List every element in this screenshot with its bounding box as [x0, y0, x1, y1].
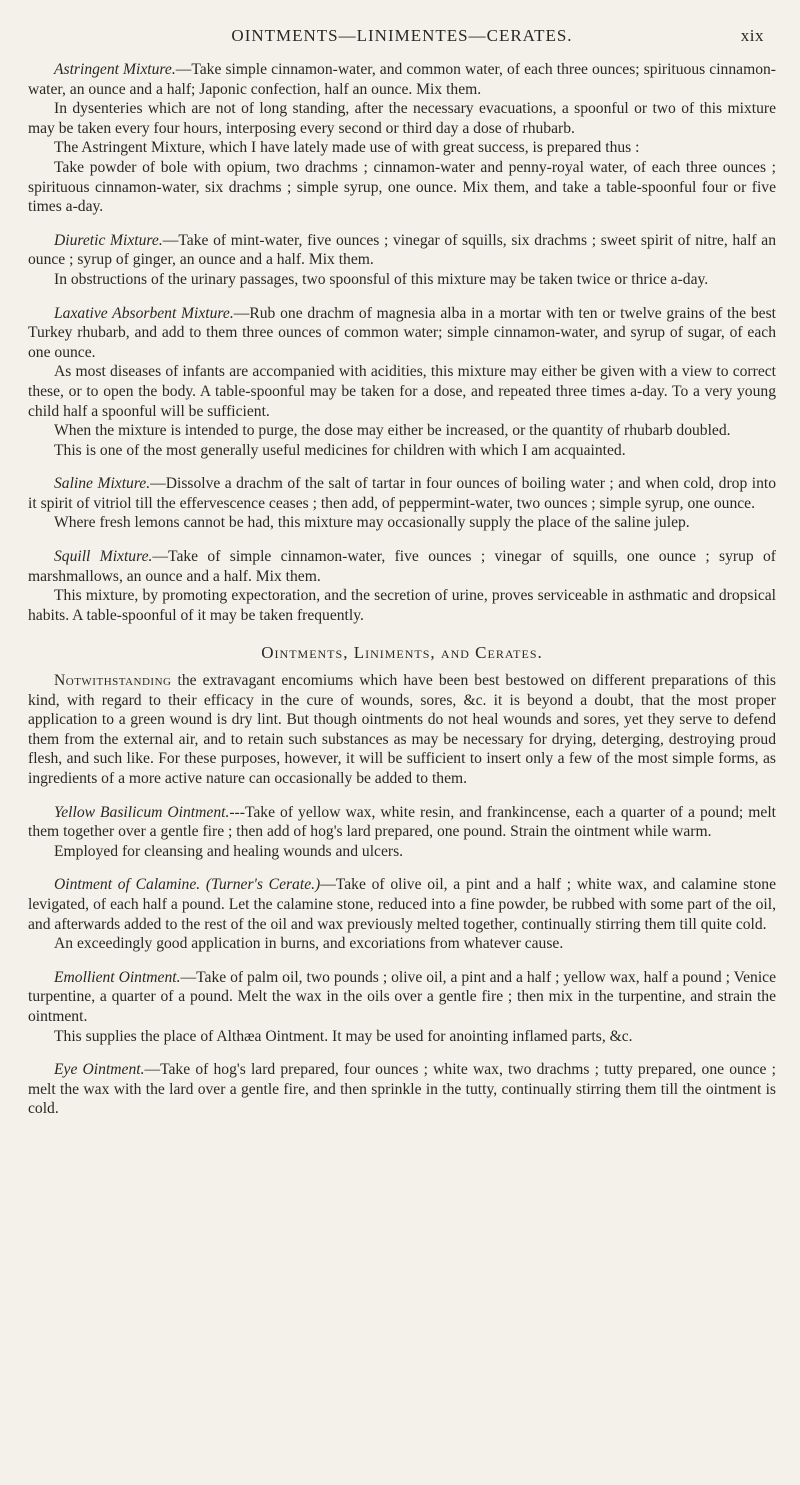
- recipe-diuretic-mixture: [28, 231, 776, 290]
- recipe-paragraph: As most diseases of infants are accompanied with acidities, this mixture may either be given with a view to correct these, or to open the body. A table-spoonful may be taken for a dose, and repeated three times a-day. To a very young child half a spoonful will be sufficient.: [28, 363, 776, 420]
- recipe-paragraph: In obstructions of the urinary passages, two spoonsful of this mixture may be taken twice or thrice a-day.: [54, 270, 709, 288]
- recipe-paragraph: [28, 1060, 776, 1119]
- recipe-laxative-absorbent-mixture: [28, 304, 776, 461]
- recipe-title: Emollient Ointment.: [54, 968, 181, 986]
- recipe-title: Diuretic Mixture.: [54, 231, 163, 249]
- recipe-text: —Take simple cinnamon-water, and common water, of each three ounces; spirituous cinnamon-water, an ounce and a half; Japonic confection, half an ounce. Mix them.: [28, 61, 776, 98]
- recipe-paragraph: Take powder of bole with opium, two drachms ; cinnamon-water and penny-royal water, of each three ounces ; spirituous cinnamon-water, six drachms ; simple syrup, one ounce. Mix them, and take a table-spoonful four or five times a-day.: [28, 158, 776, 216]
- ointment-yellow-basilicum: [28, 803, 776, 862]
- recipe-paragraph: [28, 231, 776, 270]
- recipe-paragraph: An exceedingly good application in burns, and excoriations from whatever cause.: [54, 935, 564, 953]
- recipe-title: Squill Mixture.: [54, 548, 153, 566]
- recipe-paragraph: [28, 803, 776, 842]
- intro-paragraph: [28, 671, 776, 789]
- recipe-paragraph: [28, 547, 776, 586]
- recipe-text: —Take of palm oil, two pounds ; olive oil, a pint and a half ; yellow wax, half a pound ; Venice turpentine, a quarter of a pound. Melt the wax in the oils over a gentle fire ; then mix in the turpentine, and strain the ointment.: [28, 968, 776, 1025]
- recipe-text: —Take of hog's lard prepared, four ounces ; white wax, two drachms ; tutty prepared, one ounce ; melt the wax with the lard over a gentle fire, and then sprinkle in the tutty, continually stirring them till the ointment is cold.: [28, 1061, 776, 1118]
- recipe-paragraph: [28, 304, 776, 363]
- ointment-emollient: [28, 968, 776, 1046]
- section-intro: [28, 671, 776, 789]
- ointment-calamine: [28, 875, 776, 953]
- recipe-title: Laxative Absorbent Mixture.: [54, 304, 234, 322]
- recipe-text: ---Take of yellow wax, white resin, and frankincense, each a quarter of a pound; melt them together over a gentle fire ; then add of hog's lard prepared, one pound. Strain the ointment while warm.: [28, 803, 776, 841]
- intro-lead-word: Notwithstanding: [54, 672, 172, 690]
- recipe-title: Astringent Mixture.: [54, 61, 176, 78]
- running-head: [28, 22, 776, 52]
- recipe-astringent-mixture: [28, 60, 776, 217]
- recipe-text: —Dissolve a drachm of the salt of tartar in four ounces of boiling water ; and when cold, drop into it spirit of vitriol till the effervescence ceases ; then add, of peppermint-water, two ounces ; simple syrup, one ounce.: [28, 475, 776, 512]
- recipe-text: —Take of olive oil, a pint and a half ; white wax, and calamine stone levigated, of each half a pound. Let the calamine stone, reduced into a fine powder, be rubbed with some part of the oil, and afterwards added to the rest of the oil and wax previously melted together, continually stirring them till quite cold.: [28, 876, 776, 933]
- ointment-eye: [28, 1060, 776, 1119]
- recipe-paragraph: [28, 968, 776, 1027]
- intro-text: the extravagant encomiums which have been best bestowed on different preparations of this kind, with regard to their efficacy in the cure of wounds, sores, &c. it is beyond a doubt, that the most proper application to a green wound is dry lint. But though ointments do not heal wounds and sores, yet they serve to defend them from the external air, and to retain such substances as may be necessary for drying, deterging, destroying proud flesh, and such like. For these purposes, however, it will be sufficient to insert only a few of the most simple forms, as ingredients of a more active nature can occasionally be added to them.: [28, 672, 776, 787]
- recipe-paragraph: Where fresh lemons cannot be had, this mixture may occasionally supply the place of the saline julep.: [54, 514, 690, 532]
- recipe-title: Ointment of Calamine. (Turner's Cerate.): [54, 876, 321, 894]
- running-head-title: OINTMENTS—LINIMENTES—CERATES.: [231, 26, 573, 45]
- recipe-paragraph: This mixture, by promoting expectoration, and the secretion of urine, proves serviceable in asthmatic and dropsical habits. A table-spoonful of it may be taken frequently.: [28, 587, 776, 624]
- recipe-paragraph: Employed for cleansing and healing wounds and ulcers.: [54, 842, 404, 860]
- recipe-paragraph: This supplies the place of Althæa Ointment. It may be used for anointing inflamed parts, &c.: [54, 1027, 633, 1045]
- recipe-paragraph: In dysenteries which are not of long standing, after the necessary evacuations, a spoonful or two of this mixture may be taken every four hours, interposing every second or third day a dose of rhubarb.: [28, 100, 776, 137]
- recipe-title: Yellow Basilicum Ointment.: [54, 803, 230, 821]
- recipe-text: —Take of mint-water, five ounces ; vinegar of squills, six drachms ; sweet spirit of nitre, half an ounce ; syrup of ginger, an ounce and a half. Mix them.: [28, 231, 777, 269]
- recipe-paragraph: The Astringent Mixture, which I have lately made use of with great success, is prepared thus :: [54, 139, 640, 157]
- page-number: xix: [740, 26, 764, 45]
- page-body: [28, 60, 776, 1119]
- section-heading: Ointments, Liniments, and Cerates.: [261, 643, 543, 663]
- recipe-text: —Rub one drachm of magnesia alba in a mortar with ten or twelve grains of the best Turkey rhubarb, and add to them three ounces of common water; simple cinnamon-water, and syrup of sugar, of each one ounce.: [28, 304, 776, 361]
- recipe-paragraph: [28, 875, 776, 934]
- recipe-paragraph: This is one of the most generally useful medicines for children with which I am acquainted.: [54, 441, 626, 459]
- recipe-title: Saline Mixture.: [54, 475, 151, 493]
- recipe-saline-mixture: [28, 474, 776, 533]
- recipe-paragraph: [28, 474, 776, 513]
- recipe-title: Eye Ointment.: [54, 1061, 145, 1079]
- recipe-paragraph: [28, 60, 776, 99]
- recipe-squill-mixture: [28, 547, 776, 625]
- recipe-text: —Take of simple cinnamon-water, five ounces ; vinegar of squills, one ounce ; syrup of marshmallows, an ounce and a half. Mix them.: [28, 548, 776, 585]
- recipe-paragraph: When the mixture is intended to purge, the dose may either be increased, or the quantity of rhubarb doubled.: [54, 422, 731, 440]
